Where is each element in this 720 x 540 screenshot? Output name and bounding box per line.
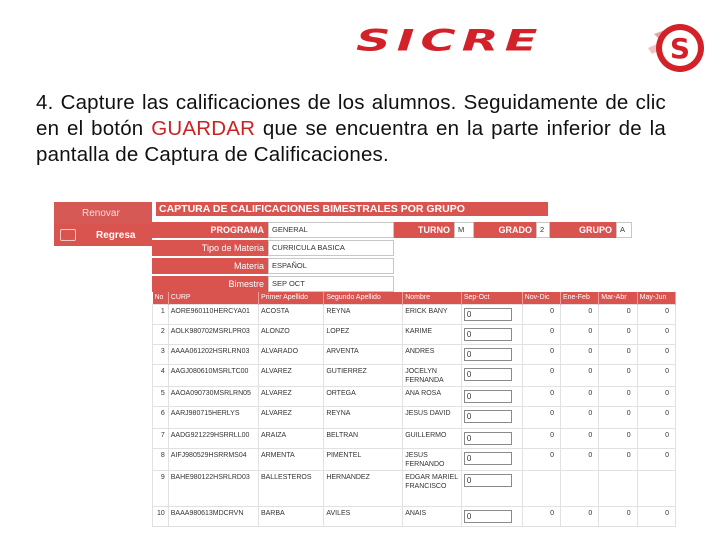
table-row xyxy=(153,324,676,344)
score-cell: 0 xyxy=(599,324,637,344)
curp-cell: AAOA090730MSRLRN05 xyxy=(168,386,258,406)
ap2-cell: BELTRAN xyxy=(324,428,403,448)
grade-input[interactable]: 0 xyxy=(464,368,512,381)
curp-cell: AOLK980702MSRLPR03 xyxy=(168,324,258,344)
score-cell: 0 xyxy=(560,406,598,428)
grade-input[interactable]: 0 xyxy=(464,308,512,321)
score-cell: 0 xyxy=(599,506,637,526)
no-cell: 3 xyxy=(153,344,169,364)
ap1-cell: BALLESTEROS xyxy=(258,470,323,506)
ap2-cell: HERNANDEZ xyxy=(324,470,403,506)
ap2-cell: ARVENTA xyxy=(324,344,403,364)
curp-cell: AAAA061202HSRLRN03 xyxy=(168,344,258,364)
ap1-cell: ALONZO xyxy=(258,324,323,344)
score-cell: 0 xyxy=(560,304,598,324)
score-cell: 0 xyxy=(637,304,675,324)
no-cell: 1 xyxy=(153,304,169,324)
score-cell: 0 xyxy=(637,344,675,364)
score-cell: 0 xyxy=(637,506,675,526)
grupo-label: GRUPO xyxy=(550,222,616,238)
col-header[interactable]: Primer Apellido xyxy=(258,292,323,304)
no-cell: 7 xyxy=(153,428,169,448)
table-row xyxy=(153,470,676,506)
tipo-materia-field[interactable]: CURRICULA BASICA xyxy=(268,240,394,256)
score-cell: 0 xyxy=(522,324,560,344)
score-cell xyxy=(637,470,675,506)
grade-cell xyxy=(461,304,522,324)
grade-input[interactable]: 0 xyxy=(464,474,512,487)
score-cell: 0 xyxy=(522,364,560,386)
materia-label: Materia xyxy=(152,258,268,274)
score-cell: 0 xyxy=(637,364,675,386)
grade-input[interactable]: 0 xyxy=(464,410,512,423)
grade-cell xyxy=(461,364,522,386)
no-cell: 4 xyxy=(153,364,169,386)
score-cell: 0 xyxy=(599,344,637,364)
col-header[interactable]: Segundo Apellido xyxy=(324,292,403,304)
curp-cell: BAAA980613MDCRVN xyxy=(168,506,258,526)
col-header[interactable]: Nombre xyxy=(403,292,462,304)
score-cell: 0 xyxy=(560,324,598,344)
table-row xyxy=(153,506,676,526)
score-cell: 0 xyxy=(522,386,560,406)
score-cell: 0 xyxy=(599,364,637,386)
ap2-cell: PIMENTEL xyxy=(324,448,403,470)
table-row xyxy=(153,344,676,364)
score-cell: 0 xyxy=(637,428,675,448)
logo-wordmark: SICRE xyxy=(356,23,544,58)
score-cell: 0 xyxy=(560,386,598,406)
grado-field[interactable]: 2 xyxy=(536,222,550,238)
curp-cell: AARJ980715HERLYS xyxy=(168,406,258,428)
ap1-cell: ALVAREZ xyxy=(258,406,323,428)
score-cell xyxy=(599,470,637,506)
nombre-cell: EDGAR MARIEL FRANCISCO xyxy=(403,470,462,506)
nombre-cell: JESUS DAVID xyxy=(403,406,462,428)
curp-cell: AIFJ980529HSRRMS04 xyxy=(168,448,258,470)
table-row xyxy=(153,304,676,324)
score-cell: 0 xyxy=(522,344,560,364)
grade-cell xyxy=(461,506,522,526)
tipo-materia-label: Tipo de Materia xyxy=(152,240,268,256)
bimestre-label: Bimestre xyxy=(152,276,268,292)
ap2-cell: ORTEGA xyxy=(324,386,403,406)
grado-label: GRADO xyxy=(474,222,536,238)
nombre-cell: ANAIS xyxy=(403,506,462,526)
nombre-cell: JESUS FERNANDO xyxy=(403,448,462,470)
score-cell: 0 xyxy=(522,506,560,526)
ap2-cell: LOPEZ xyxy=(324,324,403,344)
score-cell: 0 xyxy=(560,428,598,448)
score-cell xyxy=(560,470,598,506)
table-row xyxy=(153,386,676,406)
grade-input[interactable]: 0 xyxy=(464,348,512,361)
score-cell: 0 xyxy=(560,344,598,364)
no-cell: 10 xyxy=(153,506,169,526)
score-cell: 0 xyxy=(637,448,675,470)
score-cell: 0 xyxy=(560,448,598,470)
curp-cell: AORE960110HERCYA01 xyxy=(168,304,258,324)
score-cell xyxy=(522,470,560,506)
curp-cell: AAGJ080610MSRLTC00 xyxy=(168,364,258,386)
guardar-highlight: GUARDAR xyxy=(151,117,256,140)
no-cell: 5 xyxy=(153,386,169,406)
score-cell: 0 xyxy=(599,406,637,428)
regresa-button[interactable] xyxy=(54,224,152,246)
nombre-cell: KARIME xyxy=(403,324,462,344)
no-cell: 8 xyxy=(153,448,169,470)
nombre-cell: ERICK BANY xyxy=(403,304,462,324)
no-cell: 9 xyxy=(153,470,169,506)
col-header[interactable]: No xyxy=(153,292,169,304)
score-cell: 0 xyxy=(599,428,637,448)
col-header[interactable]: CURP xyxy=(168,292,258,304)
col-header[interactable]: Nov-Dic xyxy=(522,292,560,304)
programa-label: PROGRAMA xyxy=(152,222,268,238)
table-header-row xyxy=(153,292,676,304)
grade-cell xyxy=(461,406,522,428)
grade-input[interactable]: 0 xyxy=(464,452,512,465)
logo-badge-letter: S xyxy=(669,32,691,65)
grade-cell xyxy=(461,448,522,470)
grade-cell xyxy=(461,324,522,344)
score-cell: 0 xyxy=(522,304,560,324)
score-cell: 0 xyxy=(637,386,675,406)
back-icon xyxy=(60,229,76,241)
renovar-label: Renovar xyxy=(82,207,120,219)
ap1-cell: ACOSTA xyxy=(258,304,323,324)
col-header[interactable]: Mar-Abr xyxy=(599,292,637,304)
nombre-cell: GUILLERMO xyxy=(403,428,462,448)
col-header[interactable]: Ene-Feb xyxy=(560,292,598,304)
ap2-cell: REYNA xyxy=(324,406,403,428)
curp-cell: BAHE980122HSRLRD03 xyxy=(168,470,258,506)
sicre-badge-icon xyxy=(646,16,706,76)
score-cell: 0 xyxy=(637,406,675,428)
sicre-logo xyxy=(356,14,712,80)
grade-input[interactable]: 0 xyxy=(464,510,512,523)
instruction-part-2: que se encuentra en la parte inferior de la pantalla de Captura de Calificaciones. xyxy=(36,117,667,166)
table-row xyxy=(153,406,676,428)
calificaciones-table xyxy=(152,292,676,527)
ap2-cell: AVILES xyxy=(324,506,403,526)
instruction-text xyxy=(36,90,666,168)
grade-cell xyxy=(461,344,522,364)
no-cell: 2 xyxy=(153,324,169,344)
col-header[interactable]: Sep-Oct xyxy=(461,292,522,304)
no-cell: 6 xyxy=(153,406,169,428)
table-row xyxy=(153,364,676,386)
score-cell: 0 xyxy=(599,448,637,470)
score-cell: 0 xyxy=(599,304,637,324)
ap1-cell: ALVARADO xyxy=(258,344,323,364)
score-cell: 0 xyxy=(560,506,598,526)
renovar-button[interactable] xyxy=(54,202,152,224)
grade-input[interactable]: 0 xyxy=(464,390,512,403)
nombre-cell: ANA ROSA xyxy=(403,386,462,406)
nombre-cell: JOCELYN FERNANDA xyxy=(403,364,462,386)
materia-field[interactable]: ESPAÑOL xyxy=(268,258,394,274)
ap1-cell: ARAIZA xyxy=(258,428,323,448)
ap1-cell: ARMENTA xyxy=(258,448,323,470)
score-cell: 0 xyxy=(522,406,560,428)
score-cell: 0 xyxy=(522,428,560,448)
page-title: CAPTURA DE CALIFICACIONES BIMESTRALES POR GRUPO xyxy=(156,202,548,216)
col-header[interactable]: May-Jun xyxy=(637,292,675,304)
ap2-cell: REYNA xyxy=(324,304,403,324)
table-row xyxy=(153,428,676,448)
grade-input[interactable]: 0 xyxy=(464,328,512,341)
score-cell: 0 xyxy=(599,386,637,406)
instruction-part-1: 4. Capture las calificaciones de los alumnos. Seguidamente de clic en el botón xyxy=(36,91,666,140)
ap1-cell: ALVAREZ xyxy=(258,386,323,406)
regresa-label: Regresa xyxy=(96,229,136,241)
score-cell: 0 xyxy=(560,364,598,386)
curp-cell: AADG921229HSRRLL00 xyxy=(168,428,258,448)
grade-input[interactable]: 0 xyxy=(464,432,512,445)
ap1-cell: BARBA xyxy=(258,506,323,526)
turno-label: TURNO xyxy=(394,222,454,238)
bimestre-field[interactable]: SEP OCT xyxy=(268,276,394,292)
ap2-cell: GUTIERREZ xyxy=(324,364,403,386)
captura-screen xyxy=(52,198,676,534)
nombre-cell: ANDRES xyxy=(403,344,462,364)
score-cell: 0 xyxy=(637,324,675,344)
programa-field[interactable]: GENERAL xyxy=(268,222,394,238)
grupo-field[interactable]: A xyxy=(616,222,632,238)
grade-cell xyxy=(461,386,522,406)
table-row xyxy=(153,448,676,470)
grade-cell xyxy=(461,428,522,448)
ap1-cell: ALVAREZ xyxy=(258,364,323,386)
turno-field[interactable]: M xyxy=(454,222,474,238)
grade-cell xyxy=(461,470,522,506)
score-cell: 0 xyxy=(522,448,560,470)
